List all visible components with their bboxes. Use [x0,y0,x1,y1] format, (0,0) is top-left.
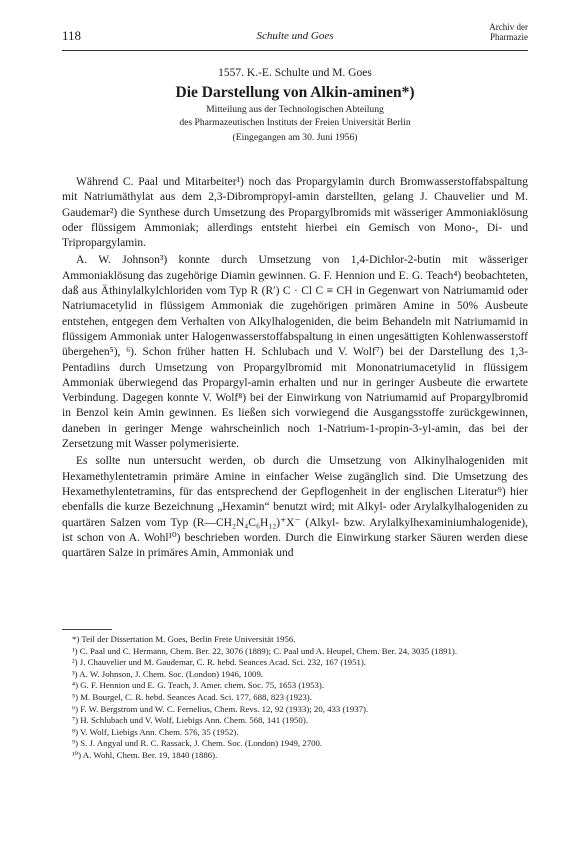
journal-name [489,22,528,42]
footnote-3: ³) A. W. Johnson, J. Chem. Soc. (London) 1946, 1009. [72,668,264,679]
footnote-star: *) Teil der Dissertation M. Goes, Berlin Freie Universität 1956. [72,634,296,644]
footnote-10: ¹⁰) A. Wohl, Chem. Ber. 19, 1840 (1886). [72,749,218,760]
article-number-authors: 1557. K.-E. Schulte und M. Goes [218,67,372,79]
title-block [62,66,528,144]
footnotes [62,634,528,762]
article-title: Die Darstellung von Alkin-aminen*) [175,84,415,101]
footnote-2: ²) J. Chauvelier und M. Gaudemar, C. R. hebd. Seances Acad. Sci. 232, 167 (1951). [72,657,366,668]
footnote-5: ⁵) M. Bourgel, C. R. hebd. Seances Acad. Sci. 177, 688, 823 (1923). [72,691,312,702]
institute-line-1: Mitteilung aus der Technologischen Abteilung [206,104,384,115]
footnote-9: ⁹) S. J. Angyal und R. C. Rassack, J. Chem. Soc. (London) 1949, 2700. [72,738,323,749]
footnote-4: ⁴) G. F. Hennion und E. G. Teach, J. Amer. chem. Soc. 75, 1653 (1953). [72,680,325,691]
footnote-7: ⁷) H. Schlubach und V. Wolf, Liebigs Ann. Chem. 568, 141 (1950). [72,715,308,726]
received-date: (Eingegangen am 30. Juni 1956) [232,132,358,143]
footnote-8: ⁸) V. Wolf, Liebigs Ann. Chem. 576, 35 (1952). [72,726,239,737]
page-number: 118 [62,28,82,43]
institute-line-2: des Pharmazeutischen Instituts der Freien Universität Berlin [179,117,411,128]
footnote-6: ⁶) F. W. Bergstrom und W. C. Fernelius, Chem. Revs. 12, 92 (1933); 20, 433 (1937). [72,703,369,714]
header-rule [62,50,528,51]
footnote-rule [62,629,112,630]
page-header [62,22,528,48]
journal-name-line1: Archiv der [489,22,528,32]
body-paragraph-1: Während C. Paal und Mitarbeiter¹) noch das Propargylamin durch Bromwasserstoffabspaltung mit Natriumäthylat aus dem 2,3-Dibrompropyl-amin darstellten, gelang J. Chauvelier und M. Gaudemar²) die Synthese durch Umsetzung des Propargylbromids mit wässeriger Ammoniaklösung oder flüssigem Ammoniak; allerdings entsteht hierbei ein Gemisch von Mono-, Di- und Tripropargylamin. [62,176,528,250]
journal-name-line2: Pharmazie [490,32,528,42]
body-paragraph-3: Es sollte nun untersucht werden, ob durch die Umsetzung von Alkinylhalogeniden mit Hexamethylentetramin primäre Amine in einfacher Weise zugänglich sind. Die Umsetzung des Hexamethylentetramins, für das entsprechend der Gepflogenheit in der englischen Literatur⁹) hier ebenfalls die kurze Bezeichnung „Hexamin“ benutzt wird; mit Alkyl- oder Arylalkylhalogeniden zu quartären Salzen vom Typ (R—CH₂N₄C₆H₁₂)⁺X⁻ (Alkyl- bzw. Arylalkylhexaminiumhalogenide), ist schon von A. Wohl¹⁰) beschrieben worden. Durch die Einwirkung starker Säuren werden diese quartären Salze in primäres Amin, Ammoniak und [62,455,528,560]
article-body [62,175,528,561]
running-head: Schulte und Goes [256,30,334,42]
footnote-1: ¹) C. Paal und C. Hermann, Chem. Ber. 22, 3076 (1889); C. Paal und A. Heupel, Chem. Ber. 24, 3035 (1891). [72,645,458,656]
body-paragraph-2: A. W. Johnson³) konnte durch Umsetzung von 1,4-Dichlor-2-butin mit wässeriger Ammoniaklösung das zugehörige Diamin gewinnen. G. F. Hennion und E. G. Teach⁴) beobachteten, daß aus Äthinylalkylchloriden vom Typ R (R′) C · Cl C ≡ CH in Gegenwart von Natriumamid oder Natriumacetylid in flüssigem Ammoniak die zugehörigen primären Amine in 50% Ausbeute entstehen, entgegen dem Verhalten von Alkylhalogeniden, die beim Behandeln mit Natriumamid in flüssigem Ammoniak unter Halogenwasserstoffabspaltung in einen ungesättigten Kohlenwasserstoff übergehen⁵), ⁶). Schon früher hatten H. Schlubach und V. Wolf⁷) bei der Darstellung des 1,3-Pentadiins durch Umsetzung von Propargylbromid mit Mononatriumacetylid in flüssigem Ammoniak überwiegend das Propargyl-amin erhalten und nur in geringer Ausbeute die erwartete Verbindung. Dagegen konnte V. Wolf⁸) bei der Einwirkung von Natriumamid auf Propargylbromid in Benzol kein Amin gewinnen. Es ließen sich vorwiegend die Ausgangsstoffe zurückgewinnen, daneben in geringer Menge wahrscheinlich noch 1-Natrium-1-propin-3-yl-amin, das bei der Zersetzung mit Wasser polymerisierte. [62,254,528,451]
